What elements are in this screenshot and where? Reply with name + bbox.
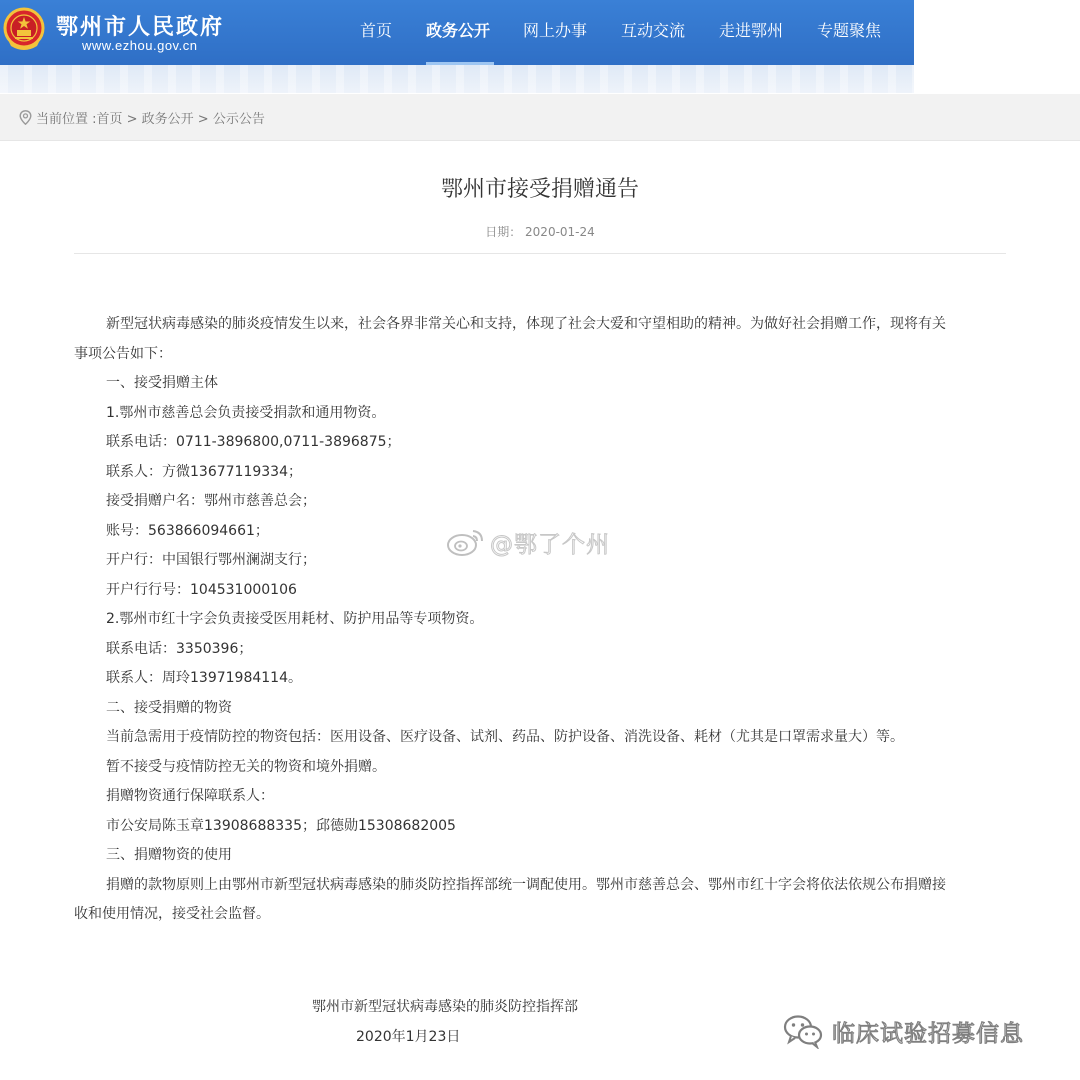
urgent-materials: 当前急需用于疫情防控的物资包括：医用设备、医疗设备、试剂、药品、防护设备、消洗设备、耗材（尤其是口罩需求量大）等。 — [106, 729, 904, 745]
transport-contacts: 市公安局陈玉章13908688335；邱德勋15308682005 — [106, 817, 456, 834]
title-divider — [74, 253, 1006, 254]
weibo-watermark — [446, 525, 610, 559]
breadcrumb[interactable]: 当前位置 :首页 > 政务公开 > 公示公告 — [36, 112, 265, 127]
main-nav — [360, 0, 885, 65]
section-heading-usage: 三、捐赠物资的使用 — [106, 847, 232, 863]
site-url[interactable]: www.ezhou.gov.cn — [82, 38, 198, 53]
nav-item-online-services[interactable]: 网上办事 — [523, 21, 588, 40]
intro-paragraph-line-1: 新型冠状病毒感染的肺炎疫情发生以来，社会各界非常关心和支持，体现了社会大爱和守望相助的精神。为做好社会捐赠工作，现将有关 — [106, 316, 946, 332]
usage-paragraph-line-2: 收和使用情况，接受社会监督。 — [74, 906, 270, 922]
breadcrumb-bar — [0, 94, 1080, 141]
red-cross-phone: 联系电话：3350396； — [106, 640, 253, 657]
charity-bank: 开户行：中国银行鄂州澜湖支行； — [106, 552, 316, 568]
charity-contact: 联系人：方微13677119334； — [106, 463, 302, 480]
location-pin-icon — [19, 110, 32, 125]
section-heading-donated-materials: 二、接受捐赠的物资 — [106, 699, 232, 716]
usage-paragraph-line-1: 捐赠的款物原则上由鄂州市新型冠状病毒感染的肺炎防控指挥部统一调配使用。鄂州市慈善总会、鄂州市红十字会将依法依规公布捐赠接 — [106, 876, 946, 893]
nav-item-interaction[interactable]: 互动交流 — [621, 21, 686, 40]
signature: 鄂州市新型冠状病毒感染的肺炎防控指挥部 — [312, 999, 578, 1015]
header-banner-strip — [0, 65, 914, 93]
charity-account-name: 接受捐赠户名：鄂州市慈善总会； — [106, 493, 316, 509]
charity-bank-code: 开户行行号：104531000106 — [106, 581, 297, 598]
intro-paragraph-line-2: 事项公告如下： — [74, 345, 172, 362]
nav-item-about-ezhou[interactable]: 走进鄂州 — [719, 21, 784, 40]
transport-contact-heading: 捐赠物资通行保障联系人： — [106, 788, 274, 804]
red-cross-item: 2.鄂州市红十字会负责接受医用耗材、防护用品等专项物资。 — [106, 611, 484, 627]
charity-account-number: 账号：563866094661； — [106, 522, 269, 539]
nav-item-government-affairs[interactable]: 政务公开 — [426, 0, 494, 65]
charity-federation-item: 1.鄂州市慈善总会负责接受捐款和通用物资。 — [106, 404, 386, 421]
article-date: 日期： 2020-01-24 — [485, 225, 595, 239]
weibo-logo-icon — [446, 527, 486, 557]
site-title[interactable]: 鄂州市人民政府 — [56, 15, 225, 40]
red-cross-contact: 联系人：周玲13971984114。 — [106, 670, 302, 686]
article-body — [74, 310, 1010, 930]
section-heading-donation-recipients: 一、接受捐赠主体 — [106, 375, 218, 391]
nav-item-home[interactable]: 首页 — [360, 21, 393, 40]
site-header — [0, 0, 914, 65]
wechat-watermark — [782, 1012, 1024, 1050]
wechat-watermark-text: 临床试验招募信息 — [832, 1020, 1024, 1047]
article-title: 鄂州市接受捐赠通告 — [440, 177, 639, 202]
wechat-logo-icon — [782, 1013, 824, 1049]
signature-date: 2020年1月23日 — [356, 1029, 461, 1045]
weibo-watermark-text: @鄂了个州 — [490, 531, 610, 558]
not-accepted-materials: 暂不接受与疫情防控无关的物资和境外捐赠。 — [106, 758, 386, 775]
national-emblem-icon — [3, 6, 45, 52]
charity-phone: 联系电话：0711-3896800,0711-3896875； — [106, 434, 401, 450]
nav-item-special-topics[interactable]: 专题聚焦 — [817, 21, 882, 40]
